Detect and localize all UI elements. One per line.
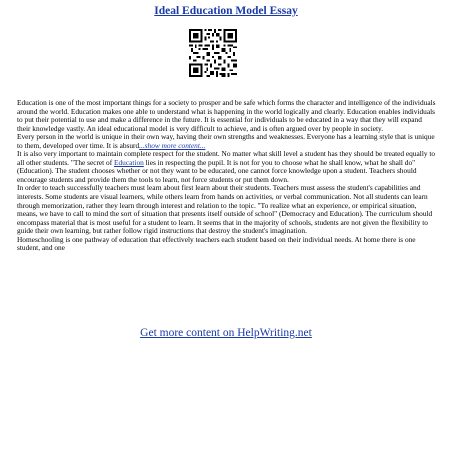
get-more-content-link[interactable]: Get more content on HelpWriting.net bbox=[140, 327, 312, 339]
paragraph-respect-text-b: lies in respecting the pupil. It is not for you to choose what he shall know, what he shall do" (Education). The student chooses whether or not they want to be educated, one cannot force knowledge upon a student. Teachers should encourage students and provide them the tools to learn, not force students or put them down. bbox=[17, 157, 417, 184]
paragraph-teachers: In order to teach successfully teachers must learn about first learn about their students. Teachers must assess the student's capabilities and interests. Some students are visual learners, while others learn from hands on activities, or verbal communication. Not all students can learn through memorization, rather they learn through interest and relation to the topic. "To realize what an experience, or empirical situation, means, we have to call to mind the sort of situation that presents itself outside of school" (Democracy and Education). The curriculum should encompass material that is most useful for a student to learn. It seems that in the majority of schools, students are not given the flexibility to guide their own learning, but rather follow rigid instructions that destroy the student's imagination. bbox=[17, 183, 433, 236]
show-more-link[interactable]: ...show more content... bbox=[139, 140, 206, 150]
paragraph-intro: Education is one of the most important things for a society to prosper and be safe which forms the character and intelligence of the individuals around the world. Education makes one able to understand what is happening in the world logically and clearly. Education enables individuals to put their potential to use and make a difference in the future. It is essential for individuals to be educated in a way that they will expand their knowledge vastly. An ideal educational model is very difficult to achieve, and is often argued over by people in society. bbox=[17, 98, 436, 133]
education-link[interactable]: Education bbox=[114, 157, 144, 167]
paragraph-unique bbox=[17, 133, 437, 150]
paragraph-respect-text-a: It is also very important to maintain complete respect for the student. No matter what skill level a student has they should be treated equally to all other students. "The secret of bbox=[17, 149, 436, 167]
paragraph-unique-text: Every person in the world is unique in their own way, having their own strengths and weaknesses. Everyone has a learning style that is unique to them, developed over time. It is absurd bbox=[17, 132, 435, 150]
qr-code-icon bbox=[189, 29, 237, 77]
document-title[interactable]: Ideal Education Model Essay bbox=[154, 5, 298, 17]
paragraph-respect bbox=[17, 150, 437, 184]
paragraph-homeschooling: Homeschooling is one pathway of education that effectively teachers each student based on their individual needs. At home there is one student, and one bbox=[17, 234, 416, 253]
essay-body bbox=[17, 99, 437, 253]
